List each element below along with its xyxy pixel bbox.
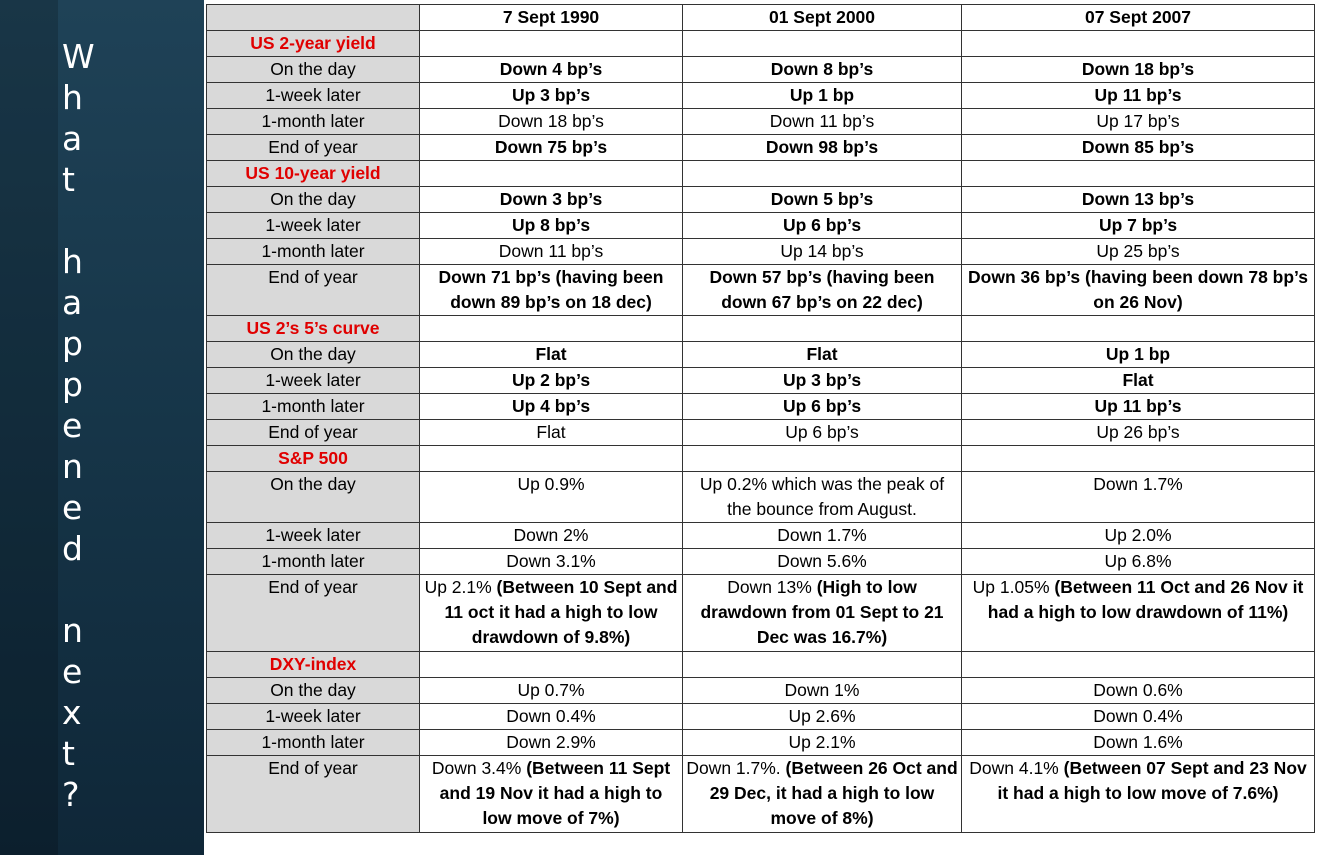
title-letter: e (62, 652, 83, 691)
title-letter: n (62, 447, 83, 486)
cell: Flat (420, 342, 683, 368)
table-row (207, 187, 1315, 213)
row-label: On the day (207, 57, 420, 83)
cell-note: (Between 10 Sept and 11 oct it had a high to low drawdown of 9.8%) (444, 577, 678, 647)
table-row (207, 472, 1315, 523)
cell: Down 1.7% (962, 472, 1315, 523)
title-letter: a (62, 119, 83, 158)
cell: Up 2 bp’s (420, 368, 683, 394)
title-letter: d (62, 529, 83, 568)
table-row (207, 575, 1315, 652)
row-label: 1-month later (207, 394, 420, 420)
cell: Up 6 bp’s (683, 394, 962, 420)
cell (683, 756, 962, 833)
table-row (207, 394, 1315, 420)
cell: Up 0.2% which was the peak of the bounce from August. (683, 472, 962, 523)
cell: Up 1 bp (683, 83, 962, 109)
title-letter: e (62, 406, 83, 445)
title-letter (62, 200, 102, 241)
cell: Down 0.6% (962, 678, 1315, 704)
row-label: End of year (207, 265, 420, 316)
cell-value: Down 3.4% (431, 758, 522, 778)
cell-value: Up 2.1% (424, 577, 492, 597)
title-letter: p (62, 324, 83, 363)
section-row-us10 (207, 161, 1315, 187)
section-row-us2 (207, 31, 1315, 57)
cell-value: Down 4.1% (969, 758, 1059, 778)
title-letter: a (62, 283, 83, 322)
cell: Up 7 bp’s (962, 213, 1315, 239)
header-col-2000: 01 Sept 2000 (683, 5, 962, 31)
cell (962, 756, 1315, 833)
table-row (207, 265, 1315, 316)
cell: Down 4 bp’s (420, 57, 683, 83)
table-row (207, 109, 1315, 135)
row-label: 1-month later (207, 239, 420, 265)
vertical-title (62, 36, 102, 815)
title-letter: ? (62, 775, 80, 814)
cell (962, 575, 1315, 652)
cell: Flat (420, 420, 683, 446)
cell-value: Down 1.7%. (686, 758, 781, 778)
cell: Down 13 bp’s (962, 187, 1315, 213)
section-title: DXY-index (207, 652, 420, 678)
row-label: 1-week later (207, 213, 420, 239)
cell (683, 575, 962, 652)
cell: Down 3.1% (420, 549, 683, 575)
cell: Down 0.4% (420, 704, 683, 730)
sidebar-panel (0, 0, 204, 855)
section-title: US 2-year yield (207, 31, 420, 57)
row-label: 1-week later (207, 523, 420, 549)
cell-note: (Between 11 Sept and 19 Nov it had a high to low move of 7%) (439, 758, 671, 828)
cell: Flat (962, 368, 1315, 394)
cell: Down 1.7% (683, 523, 962, 549)
section-row-spx (207, 446, 1315, 472)
title-letter: W (62, 37, 95, 76)
cell: Up 25 bp’s (962, 239, 1315, 265)
cell: Up 6.8% (962, 549, 1315, 575)
cell: Up 4 bp’s (420, 394, 683, 420)
cell: Up 11 bp’s (962, 394, 1315, 420)
row-label: On the day (207, 342, 420, 368)
cell: Down 1.6% (962, 730, 1315, 756)
title-letter: e (62, 488, 83, 527)
cell: Up 11 bp’s (962, 83, 1315, 109)
row-label: End of year (207, 575, 420, 652)
cell (420, 575, 683, 652)
table-row (207, 678, 1315, 704)
cell (420, 756, 683, 833)
cell: Flat (683, 342, 962, 368)
cell-note: (Between 07 Sept and 23 Nov it had a high to low move of 7.6%) (997, 758, 1307, 803)
cell: Down 75 bp’s (420, 135, 683, 161)
cell: Up 3 bp’s (420, 83, 683, 109)
sidebar-stripe (0, 0, 58, 855)
cell: Down 11 bp’s (420, 239, 683, 265)
row-label: End of year (207, 135, 420, 161)
table-row (207, 704, 1315, 730)
table-row (207, 549, 1315, 575)
cell: Down 2% (420, 523, 683, 549)
cell: Down 0.4% (962, 704, 1315, 730)
cell: Down 11 bp’s (683, 109, 962, 135)
cell: Up 3 bp’s (683, 368, 962, 394)
title-letter: t (62, 160, 75, 199)
cell: Down 71 bp’s (having been down 89 bp’s on 18 dec) (420, 265, 683, 316)
cell: Up 26 bp’s (962, 420, 1315, 446)
section-title: US 2’s 5’s curve (207, 316, 420, 342)
table-row (207, 239, 1315, 265)
table-row (207, 523, 1315, 549)
row-label: 1-month later (207, 549, 420, 575)
header-blank (207, 5, 420, 31)
row-label: On the day (207, 472, 420, 523)
cell: Up 17 bp’s (962, 109, 1315, 135)
cell: Down 98 bp’s (683, 135, 962, 161)
cell-note: (High to low drawdown from 01 Sept to 21 Dec was 16.7%) (700, 577, 944, 647)
title-letter: x (62, 693, 82, 732)
row-label: End of year (207, 420, 420, 446)
table-row (207, 83, 1315, 109)
cell-note: (Between 26 Oct and 29 Dec, it had a high to low move of 8%) (709, 758, 958, 828)
cell: Up 6 bp’s (683, 420, 962, 446)
title-letter (62, 569, 102, 610)
cell: Down 3 bp’s (420, 187, 683, 213)
cell: Down 1% (683, 678, 962, 704)
row-label: 1-month later (207, 109, 420, 135)
cell: Up 2.6% (683, 704, 962, 730)
row-label: 1-week later (207, 368, 420, 394)
cell: Down 8 bp’s (683, 57, 962, 83)
cell-note: (Between 11 Oct and 26 Nov it had a high to low drawdown of 11%) (987, 577, 1304, 622)
cell: Down 57 bp’s (having been down 67 bp’s on 22 dec) (683, 265, 962, 316)
row-label: 1-week later (207, 704, 420, 730)
cell: Up 8 bp’s (420, 213, 683, 239)
title-letter: p (62, 365, 83, 404)
table-row (207, 57, 1315, 83)
row-label: On the day (207, 678, 420, 704)
row-label: 1-week later (207, 83, 420, 109)
cell: Up 2.1% (683, 730, 962, 756)
header-col-1990: 7 Sept 1990 (420, 5, 683, 31)
section-row-curve (207, 316, 1315, 342)
cell: Up 14 bp’s (683, 239, 962, 265)
table-row (207, 368, 1315, 394)
table-row (207, 420, 1315, 446)
row-label: On the day (207, 187, 420, 213)
section-row-dxy (207, 652, 1315, 678)
title-letter: t (62, 734, 75, 773)
title-letter: n (62, 611, 83, 650)
row-label: End of year (207, 756, 420, 833)
cell-value: Down 13% (727, 577, 812, 597)
section-title: S&P 500 (207, 446, 420, 472)
header-col-2007: 07 Sept 2007 (962, 5, 1315, 31)
comparison-table (206, 4, 1315, 833)
cell: Up 1 bp (962, 342, 1315, 368)
cell: Down 18 bp’s (962, 57, 1315, 83)
table-row (207, 135, 1315, 161)
cell: Down 18 bp’s (420, 109, 683, 135)
title-letter: h (62, 78, 83, 117)
table-row (207, 756, 1315, 833)
cell: Up 0.7% (420, 678, 683, 704)
section-title: US 10-year yield (207, 161, 420, 187)
cell: Down 2.9% (420, 730, 683, 756)
table-row (207, 730, 1315, 756)
cell: Down 85 bp’s (962, 135, 1315, 161)
table-row (207, 213, 1315, 239)
cell: Up 2.0% (962, 523, 1315, 549)
header-row (207, 5, 1315, 31)
cell-value: Up 1.05% (972, 577, 1050, 597)
cell: Up 0.9% (420, 472, 683, 523)
row-label: 1-month later (207, 730, 420, 756)
cell: Down 36 bp’s (having been down 78 bp’s on 26 Nov) (962, 265, 1315, 316)
cell: Up 6 bp’s (683, 213, 962, 239)
table-row (207, 342, 1315, 368)
title-letter: h (62, 242, 83, 281)
cell: Down 5 bp’s (683, 187, 962, 213)
cell: Down 5.6% (683, 549, 962, 575)
